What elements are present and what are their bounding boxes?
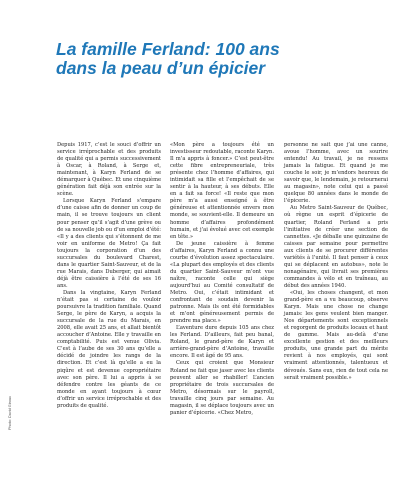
paragraph: Lorsque Karyn Ferland s’empare d’une caisse afin de donner un coup de main, il se trouve toujours un client pour penser qu’il s’agit d’une grève ou de sa nouvelle job ou d’un emploi d’été: «Il y a des clients qui s’étonnent de me voir en uniforme de Metro! Ça fait toujours la corporation d’un des succursales du boulevard Charest, dans le quartier Saint-Sauveur, et de la rue Marais, dans Duberger, qui aimait déjà être caissière à l’été de ses 16 ans. bbox=[57, 198, 161, 289]
article-title-line-1: La famille Ferland: 100 ans bbox=[56, 39, 280, 59]
paragraph: «Oui, les choses changent, et mon grand-père en a vu beaucoup, observe Karyn. Mais une chose ne change jamais: les gens veulent bien manger. Nos départements sont exceptionnels et regorgent de produits locaux et haut de gamme. Mais au-delà d’une excellente gestion et des meilleurs produits, une grande part du mérite revient à nos employés, qui sont vraiment attentionnés, talentueux et dévoués. Sans eux, rien de tout cela ne serait vraiment possible.» bbox=[284, 289, 388, 381]
article-title bbox=[56, 40, 356, 78]
paragraph: Depuis 1917, c’est le souci d’offrir un service irréprochable et des produits de qualité qui a permis successivement à Oscar, à Roland, à Serge et, maintenant, à Karyn Ferland de se démarquer à Québec. Et une cinquième génération fait déjà son entrée sur la scène. bbox=[57, 142, 161, 198]
article-column-1 bbox=[57, 142, 161, 410]
article-title-line-2: dans la peau d’un épicier bbox=[56, 58, 266, 78]
paragraph: De jeune caissière à femme d’affaires, Karyn Ferland a connu une courbe d’évolution assez spectaculaire. «La plupart des employés et des clients du quartier Saint-Sauveur m’ont vue naître, raconte celle qui siège aujourd’hui au Comité consultatif de Metro. Oui, c’était intimidant et confrontant de soudain devenir la patronne. Mais ils ont été formidables et m’ont généreusement permis de prendre ma place.» bbox=[170, 240, 274, 325]
paragraph: L’aventure dure depuis 105 ans chez les Ferland. D’ailleurs, fait peu banal, Roland, le grand-père de Karyn et arrière-grand-père d’Antoine, travaille encore. Il est âgé de 95 ans. bbox=[170, 325, 274, 360]
photo-credit: Photo: David Giroux bbox=[8, 396, 12, 430]
article-column-2 bbox=[170, 142, 274, 417]
paragraph: Ceux qui croient que Monsieur Roland ne fait que jaser avec les clients peuvent aller se rhabiller! L’ancien propriétaire de trois succursales de Metro, désormais sur le payroll, travaille cinq jours par semaine. Au magasin, il se déplace toujours avec un panier d’épicerie. «Chez Metro, bbox=[170, 360, 274, 416]
paragraph: «Mon père a toujours été un investisseur redoutable, raconte Karyn. Il m’a appris à foncer.» C’est peut-être cette fibre entrepreneuriale, très présente chez l’homme d’affaires, qui intimidait sa fille et l’empêchait de se sentir à la hauteur, à ses débuts. Elle en a fait sa force! «Il reste que mon père m’a aussi enseigné à être généreuse et attentionnée envers mon monde, se souvient-elle. Il demeure un homme d’affaires profondément humain, et j’ai évolué avec cet exemple en tête.» bbox=[170, 142, 274, 240]
paragraph: Dans la vingtaine, Karyn Ferland n’était pas si certaine de vouloir poursuivre la tradition familiale. Quand Serge, le père de Karyn, a acquis la succursale de la rue du Marais, en 2008, elle avait 25 ans, et allait bientôt accoucher d’Antoine. Elle y travaille en comptabilité. Puis est venue Olivia. C’est à l’aube de ses 30 ans qu’elle a décidé de joindre les rangs de la direction. Et c’est là qu’elle a eu la piqûre et est devenue copropriétaire avec son père. Il lui a appris à se défendre contre les géants de ce monde en ayant toujours à cœur d’offrir un service irréprochable et des produits de qualité. bbox=[57, 289, 161, 409]
paragraph: personne ne sait que j’ai une canne, avoue l’homme, avec un sourire entendu! Au travail, je ne ressens jamais la fatigue. Et quand je me couche le soir, je m’endors heureux de savoir que, le lendemain, je retournerai au magasin», note celui qui a passé quelque 80 années dans le monde de l’épicerie. bbox=[284, 142, 388, 205]
article-column-3 bbox=[284, 142, 388, 382]
paragraph: Au Metro Saint-Sauveur de Québec, où règne un esprit d’épicerie de quartier, Roland Ferland a pris l’initiative de créer une section de cannettes. «Je déballe une quinzaine de caisses par semaine pour permettre aux clients de se procurer différentes variétés à l’unité. Il faut penser à ceux qui se déplacent en autobus», note le nonagénaire, qui livrait ses premières commandes à vélo et en traîneau, au début des années 1940. bbox=[284, 205, 388, 289]
